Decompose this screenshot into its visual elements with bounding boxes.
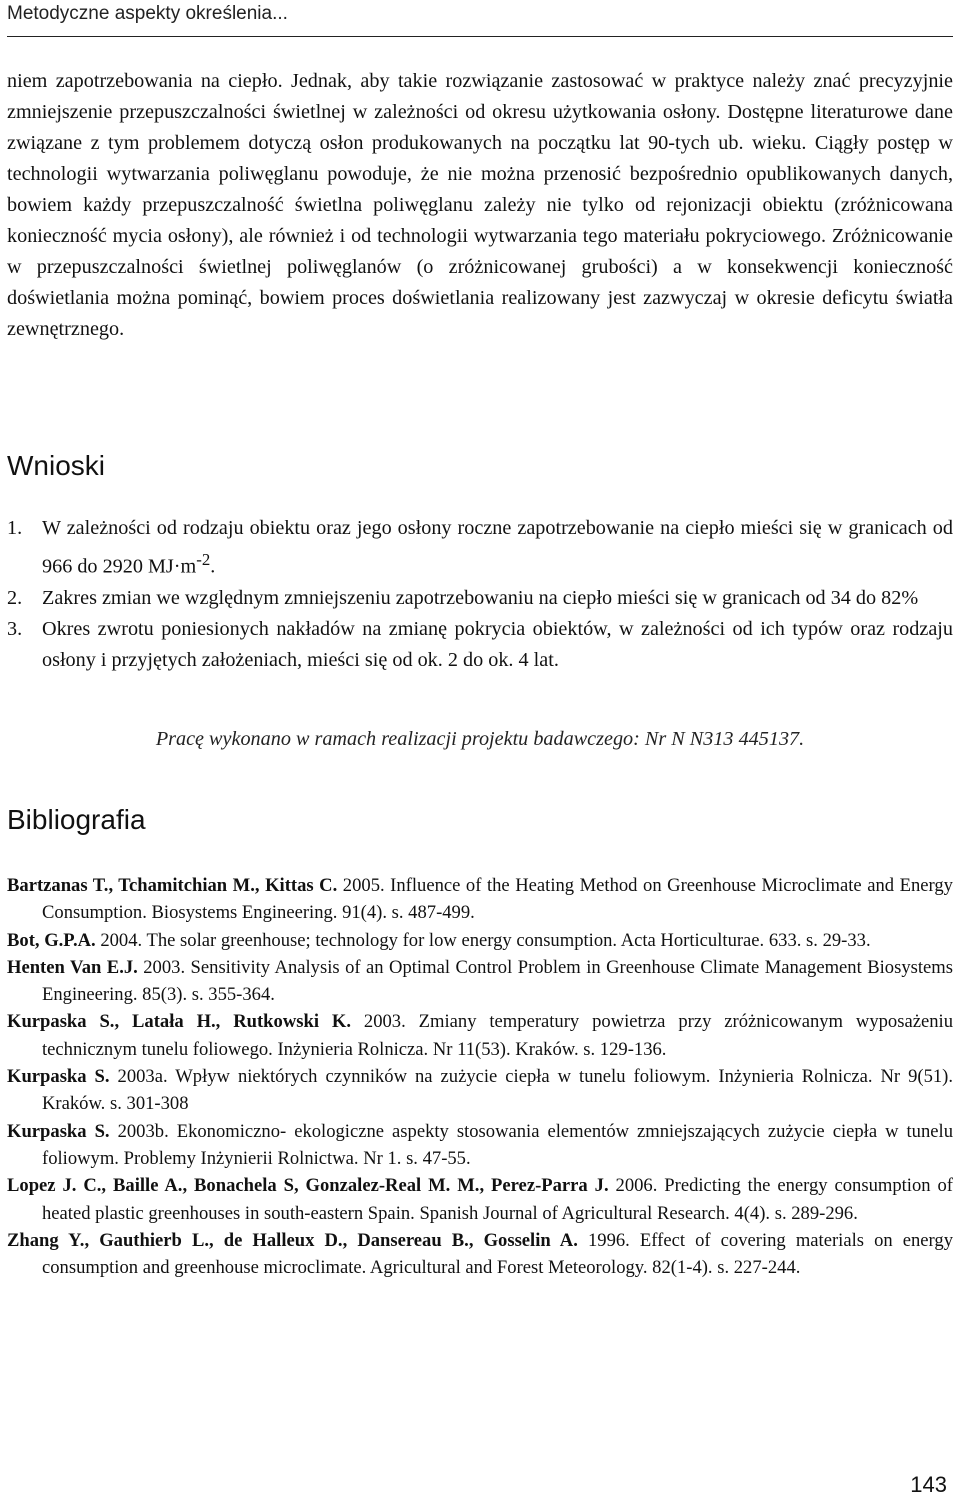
conclusions-heading: Wnioski [7, 450, 106, 481]
conclusion-item [7, 583, 953, 614]
running-header: Metodyczne aspekty określenia... [7, 3, 288, 24]
bibliography-heading: Bibliografia [7, 804, 146, 835]
entry-authors: Henten Van E.J. [7, 956, 138, 978]
conclusion-text: Zakres zmian we względnym zmniejszeniu zapotrzebowaniu na ciepło mieści się w granicach od 34 do 82% [42, 586, 919, 609]
entry-details: 2003b. Ekonomiczno- ekologiczne aspekty stosowania elementów zmniejszających zużycie ciepła w tunelu foliowym. Problemy Inżynierii Rolnictwa. Nr 1. s. 47-55. [42, 1120, 953, 1169]
conclusion-item [7, 513, 953, 583]
entry-authors: Bartzanas T., Tchamitchian M., Kittas C. [7, 875, 338, 896]
entry-details: 2003. Zmiany temperatury powietrza przy zróżnicowanym wyposażeniu technicznym tunelu foliowego. Inżynieria Rolnicza. Nr 11(53). Kraków. s. 129-136. [42, 1011, 953, 1060]
header-rule [7, 36, 953, 37]
conclusions-list [7, 513, 953, 676]
entry-authors: Kurpaska S. [7, 1066, 110, 1088]
acknowledgement: Pracę wykonano w ramach realizacji projektu badawczego: Nr N N313 445137. [155, 728, 805, 750]
page-number: 143 [910, 1472, 947, 1497]
entry-details: 2003. Sensitivity Analysis of an Optimal Control Problem in Greenhouse Climate Management Biosystems Engineering. 85(3). s. 355-364. [42, 956, 953, 1006]
conclusion-tail: . [210, 555, 216, 578]
conclusion-text: Okres zwrotu poniesionych nakładów na zmianę pokrycia obiektów, w zależności od ich typów oraz rodzaju osłony i przyjętych założeniach, mieści się od ok. 2 do ok. 4 lat. [42, 617, 953, 671]
conclusion-number: 3. [7, 617, 23, 640]
entry-details: 1996. Effect of covering materials on energy consumption and greenhouse microclimate. Agricultural and Forest Meteorology. 82(1-4). s. 227-244. [42, 1229, 954, 1279]
bibliography-entry [7, 1172, 953, 1227]
entry-authors: Zhang Y., Gauthierb L., de Halleux D., Dansereau B., Gosselin A. [7, 1229, 578, 1251]
conclusion-item [7, 614, 953, 676]
bibliography-entry [7, 927, 953, 954]
entry-details: 2003a. Wpływ niektórych czynników na zużycie ciepła w tunelu foliowym. Inżynieria Rolnicza. Nr 9(51). Kraków. s. 301-308 [42, 1066, 953, 1115]
bibliography-list [7, 872, 953, 1281]
entry-details: 2005. Influence of the Heating Method on Greenhouse Microclimate and Energy Consumption. Biosystems Engineering. 91(4). s. 487-499. [42, 875, 953, 924]
bibliography-entry [7, 954, 953, 1009]
entry-details: 2004. The solar greenhouse; technology for low energy consumption. Acta Horticulturae. 633. s. 29-33. [95, 929, 871, 951]
entry-authors: Kurpaska S. [7, 1120, 110, 1142]
body-paragraph: niem zapotrzebowania na ciepło. Jednak, aby takie rozwiązanie zastosować w praktyce należy znać precyzyjnie zmniejszenie przepuszczalności świetlnej w zależności od okresu użytkowania osłony. Dostępne literaturowe dane związane z tym problemem dotyczą osłon produkowanych na początku lat 90-tych ub. wieku. Ciągły postęp w technologii wytwarzania poliwęglanu powoduje, że nie można przenosić bezpośrednio opublikowanych danych, bowiem każdy przepuszczalność świetlna poliwęglanu zależy nie tylko od rejonizacji obiektu (zróżnicowana konieczność mycia osłony), ale również i od technologii wytwarzania tego materiału pokryciowego. Zróżnicowanie w przepuszczalności świetlnej poliwęglanów (o zróżnicowanej grubości) a w konsekwencji konieczność doświetlania można pominąć, bowiem proces doświetlania realizowany jest zazwyczaj w okresie deficytu światła zewnętrznego. [7, 70, 953, 340]
entry-authors: Lopez J. C., Baille A., Bonachela S, Gonzalez-Real M. M., Perez-Parra J. [7, 1175, 609, 1197]
conclusion-number: 2. [7, 586, 23, 609]
conclusion-text: W zależności od rodzaju obiektu oraz jego osłony roczne zapotrzebowanie na ciepło mieści się w granicach od 966 do 2920 MJ·m [42, 517, 953, 578]
bibliography-entry [7, 872, 953, 927]
entry-authors: Bot, G.P.A. [7, 929, 96, 951]
conclusion-superscript: -2 [196, 550, 211, 569]
conclusion-number: 1. [7, 517, 23, 539]
bibliography-entry [7, 1227, 953, 1282]
document-page [7, 0, 953, 1504]
entry-details: 2006. Predicting the energy consumption of heated plastic greenhouses in south-eastern Spain. Spanish Journal of Agricultural Research. 4(4). s. 289-296. [42, 1175, 953, 1224]
bibliography-entry [7, 1063, 953, 1118]
entry-authors: Kurpaska S., Latała H., Rutkowski K. [7, 1011, 352, 1033]
bibliography-entry [7, 1008, 953, 1063]
bibliography-entry [7, 1118, 953, 1173]
